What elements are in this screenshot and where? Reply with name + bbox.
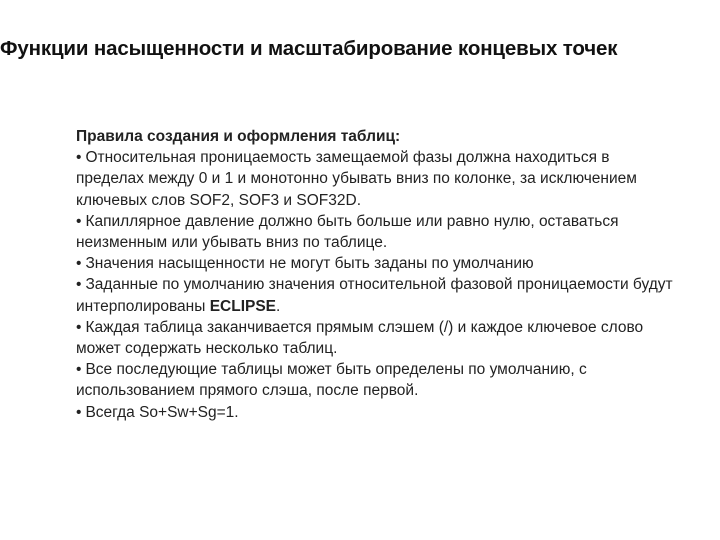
rule-text: Значения насыщенности не могут быть заданы по умолчанию (85, 255, 534, 273)
rule-item (76, 317, 681, 359)
rule-text: Относительная проницаемость замещаемой фазы должна находиться в пределах между 0 и 1 и монотонно убывать вниз по колонке, за исключением ключевых слов SOF2, SOF3 и SOF32D. (76, 149, 637, 209)
rule-text: Заданные по умолчанию значения относительной фазовой проницаемости будут интерполированы (76, 276, 673, 315)
bullet-icon: • (76, 212, 82, 230)
rule-text: Всегда So+Sw+Sg=1. (85, 403, 239, 421)
slide-title: Функции насыщенности и масштабирование концевых точек (0, 36, 618, 60)
rule-text-end: . (276, 297, 281, 315)
rule-item (76, 211, 681, 253)
rule-item (76, 402, 681, 423)
rule-item (76, 147, 681, 211)
bullet-icon: • (76, 255, 82, 273)
rules-content (76, 126, 681, 423)
rule-item (76, 274, 681, 316)
rules-heading: Правила создания и оформления таблиц: (76, 128, 401, 145)
rule-item (76, 253, 681, 274)
rule-text: Капиллярное давление должно быть больше или равно нулю, оставаться неизменным или убывать вниз по таблице. (76, 212, 619, 252)
bullet-icon: • (76, 276, 82, 294)
rule-text: Каждая таблица заканчивается прямым слэшем (/) и каждое ключевое слово может содержать несколько таблиц. (76, 318, 644, 358)
rule-text: Все последующие таблицы может быть определены по умолчанию, с использованием прямого слэша, после первой. (76, 361, 587, 400)
bullet-icon: • (76, 318, 82, 336)
rule-emphasis: ECLIPSE (209, 297, 277, 315)
bullet-icon: • (76, 403, 82, 421)
bullet-icon: • (76, 361, 82, 379)
rule-item (76, 359, 681, 401)
bullet-icon: • (76, 149, 82, 167)
